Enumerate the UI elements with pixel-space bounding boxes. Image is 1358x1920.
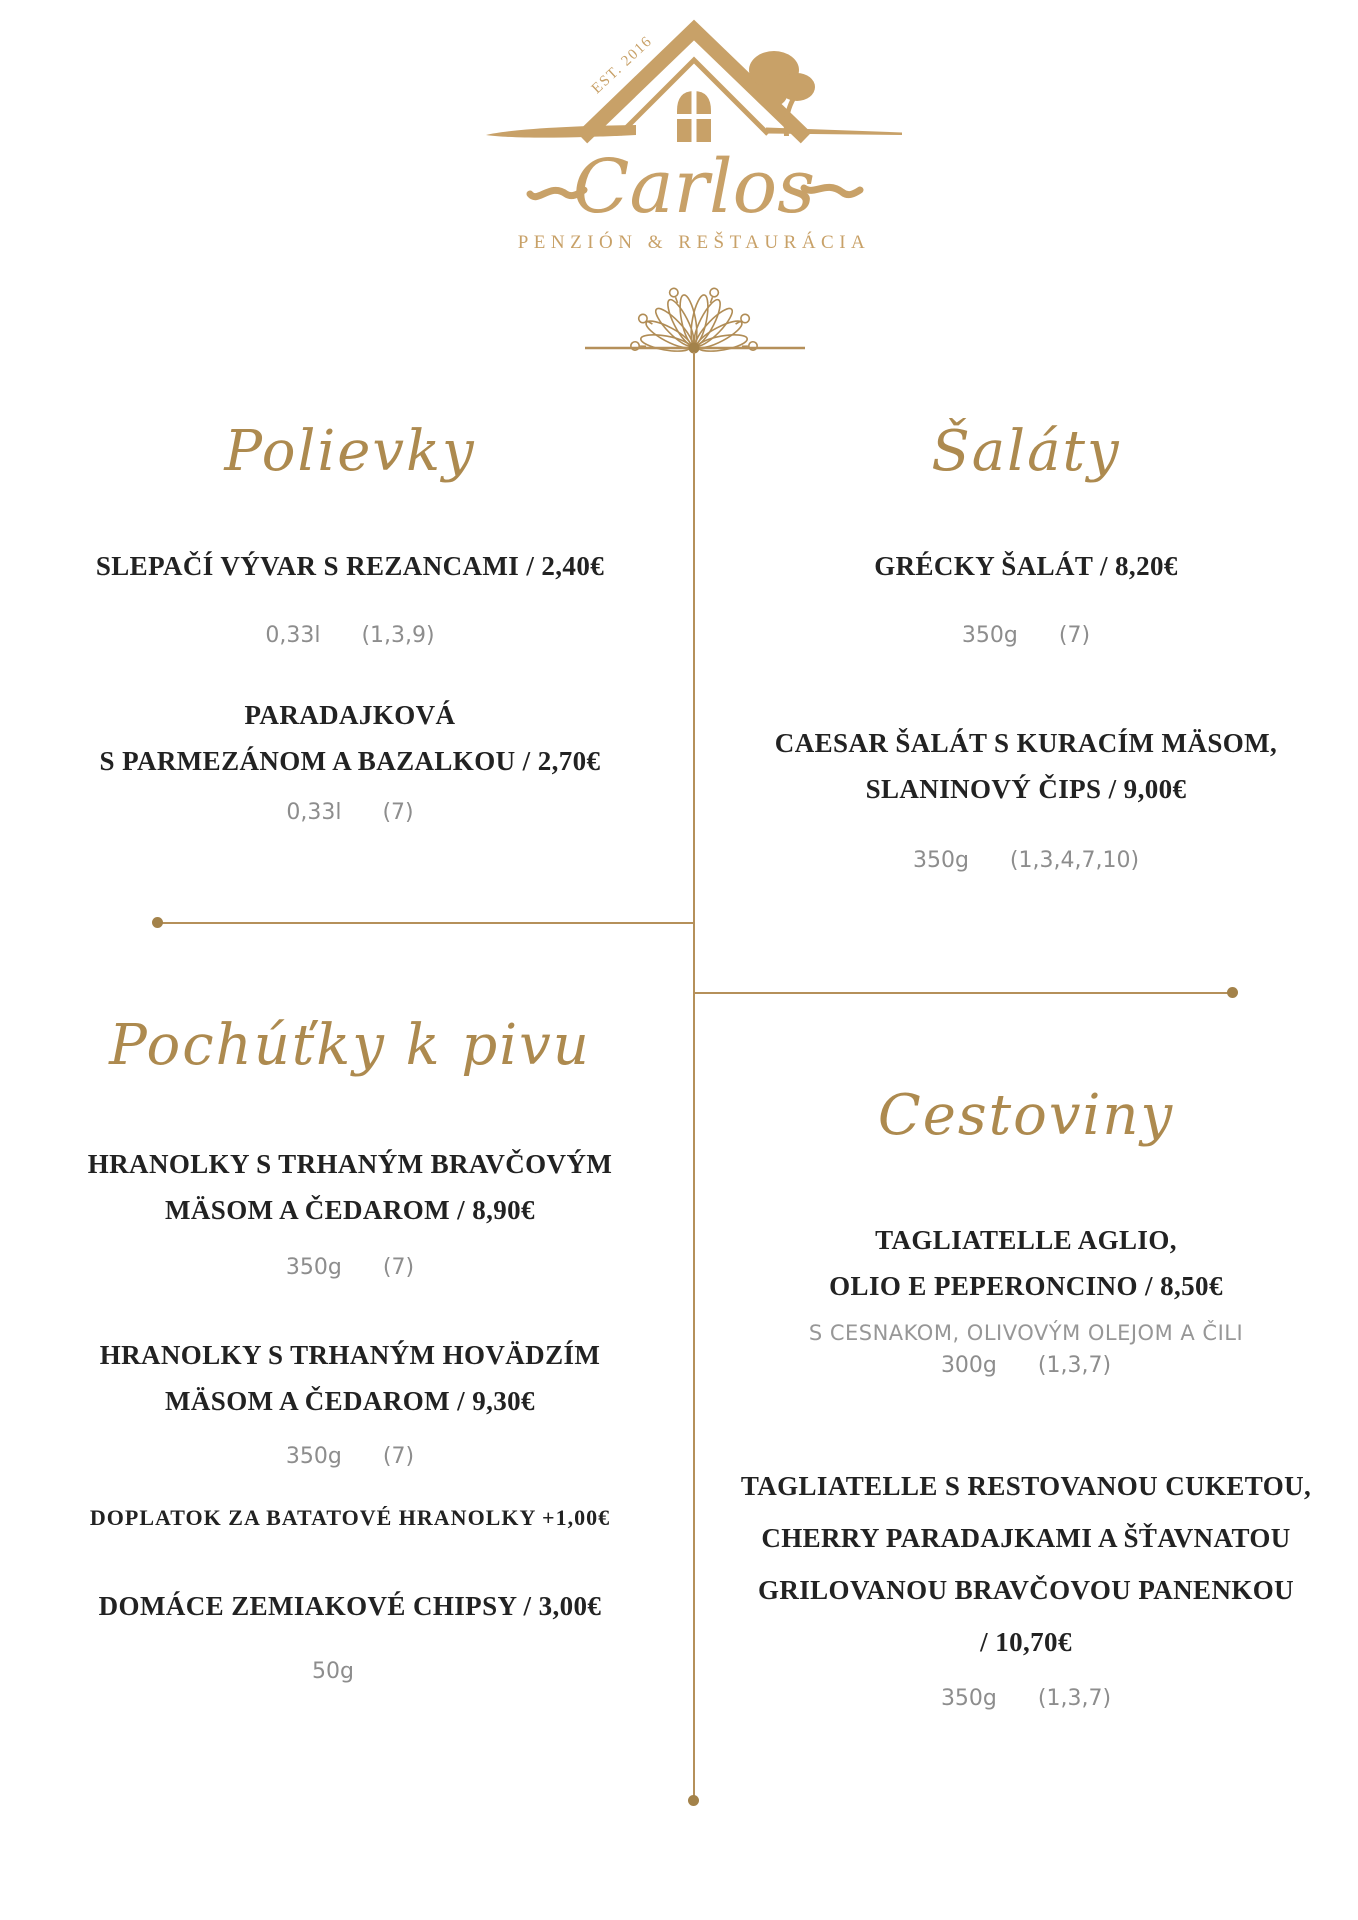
item-name: CHERRY PARADAJKAMI A ŠŤAVNATOU — [761, 1523, 1291, 1554]
section-cestoviny — [716, 1082, 1336, 1711]
section-title-polievky: Polievky — [224, 419, 476, 484]
allergen-codes: (7) — [382, 1255, 415, 1281]
item-name: HRANOLKY S TRHANÝM BRAVČOVÝM — [87, 1149, 613, 1180]
menu-item — [716, 720, 1336, 873]
menu-item — [716, 1460, 1336, 1711]
portion-size: 350g — [285, 1444, 342, 1470]
item-name: GRILOVANOU BRAVČOVOU PANENKOU — [757, 1575, 1295, 1606]
section-salaty — [716, 418, 1336, 873]
center-divider-end-dot — [688, 1795, 699, 1806]
floral-fan-divider-icon — [554, 272, 834, 362]
portion-size: 350g — [285, 1255, 342, 1281]
portion-size: 350g — [912, 848, 969, 874]
item-name: SLANINOVÝ ČIPS / 9,00€ — [865, 774, 1187, 805]
item-name: S PARMEZÁNOM A BAZALKOU / 2,70€ — [99, 746, 601, 777]
left-rule-dot — [152, 917, 163, 928]
item-meta — [716, 1353, 1336, 1378]
brand-name: Carlos — [572, 144, 816, 230]
item-meta — [40, 1255, 660, 1280]
section-polievky — [40, 418, 660, 825]
item-meta — [40, 1659, 660, 1684]
item-name: TAGLIATELLE AGLIO, — [875, 1225, 1177, 1256]
allergen-codes: (1,3,9) — [361, 623, 435, 649]
menu-item — [716, 543, 1336, 648]
allergen-codes: (1,3,7) — [1037, 1353, 1112, 1379]
allergen-codes: (1,3,4,7,10) — [1009, 848, 1140, 874]
portion-size: 0,33l — [265, 623, 321, 649]
portion-size: 350g — [940, 1686, 997, 1712]
portion-size: 300g — [940, 1353, 997, 1379]
item-name: PARADAJKOVÁ — [244, 700, 456, 731]
portion-size: 50g — [312, 1659, 354, 1685]
item-name: GRÉCKY ŠALÁT / 8,20€ — [874, 551, 1178, 582]
window-icon — [677, 91, 711, 142]
menu-item — [40, 1583, 660, 1684]
menu-item — [40, 1141, 660, 1280]
item-description: S CESNAKOM, OLIVOVÝM OLEJOM A ČILI — [808, 1321, 1244, 1346]
item-meta — [40, 1444, 660, 1469]
menu-item — [40, 692, 660, 825]
item-name: CAESAR ŠALÁT S KURACÍM MÄSOM, — [774, 728, 1278, 759]
left-eave-swoosh — [486, 125, 636, 138]
surcharge-note: DOPLATOK ZA BATATOVÉ HRANOLKY +1,00€ — [89, 1505, 611, 1531]
item-meta — [40, 623, 660, 648]
right-section-rule — [694, 992, 1232, 994]
center-divider-line — [693, 352, 695, 1800]
item-name: MÄSOM A ČEDAROM / 8,90€ — [165, 1195, 535, 1226]
left-section-rule — [158, 922, 694, 924]
right-rule-dot — [1227, 987, 1238, 998]
allergen-codes: (7) — [1058, 623, 1091, 649]
section-title-salaty: Šaláty — [931, 419, 1121, 484]
item-name: HRANOLKY S TRHANÝM HOVÄDZÍM — [99, 1340, 601, 1371]
item-meta — [40, 800, 660, 825]
menu-item — [40, 543, 660, 648]
item-price: / 10,70€ — [980, 1627, 1072, 1658]
est-year-label: EST. 2016 — [588, 33, 656, 98]
section-title-pochutky: Pochúťky k pivu — [109, 1013, 591, 1078]
menu-item — [40, 1332, 660, 1469]
allergen-codes: (1,3,7) — [1037, 1686, 1112, 1712]
item-meta — [716, 623, 1336, 648]
section-pochutky-k-pivu — [40, 1012, 660, 1684]
item-meta — [716, 1686, 1336, 1711]
item-name: DOMÁCE ZEMIAKOVÉ CHIPSY / 3,00€ — [98, 1591, 602, 1622]
allergen-codes: (7) — [382, 800, 414, 826]
item-name: SLEPAČÍ VÝVAR S REZANCAMI / 2,40€ — [95, 551, 605, 582]
item-name: MÄSOM A ČEDAROM / 9,30€ — [165, 1386, 535, 1417]
allergen-codes: (7) — [382, 1444, 415, 1470]
portion-size: 0,33l — [286, 800, 342, 826]
menu-item — [716, 1217, 1336, 1378]
brand-tagline: PENZIÓN & REŠTAURÁCIA — [517, 232, 871, 253]
item-name: OLIO E PEPERONCINO / 8,50€ — [829, 1271, 1223, 1302]
restaurant-logo — [474, 14, 914, 262]
item-meta — [716, 848, 1336, 873]
section-title-cestoviny: Cestoviny — [877, 1083, 1175, 1148]
portion-size: 350g — [961, 623, 1018, 649]
item-name: TAGLIATELLE S RESTOVANOU CUKETOU, — [740, 1471, 1312, 1502]
